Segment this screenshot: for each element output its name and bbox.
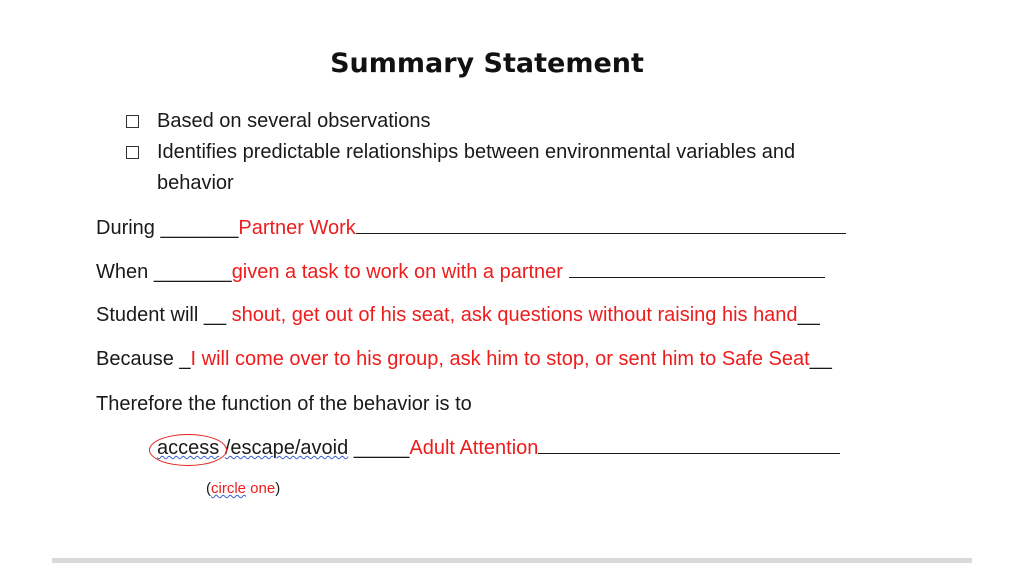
during-fill-line <box>356 213 846 234</box>
student-will-blank: __ <box>203 304 232 326</box>
option-access-text: access <box>157 437 220 459</box>
bullet-item <box>126 137 886 199</box>
student-will-line <box>96 301 820 329</box>
bullet-text-line1: Identifies predictable relationships between environmental variables and <box>157 141 796 163</box>
note-open-paren: ( <box>206 480 211 497</box>
when-answer: given a task to work on with a partner <box>231 261 563 283</box>
during-line <box>96 213 846 242</box>
option-escape-avoid: /escape/avoid <box>224 437 349 459</box>
page-title: Summary Statement <box>330 48 644 79</box>
when-line <box>96 257 825 286</box>
because-line <box>96 345 832 373</box>
option-access <box>157 437 225 459</box>
when-fill-line <box>569 257 825 278</box>
bullet-text-line2: behavior <box>157 172 234 194</box>
checkbox-icon <box>126 146 139 159</box>
function-answer: Adult Attention <box>409 437 539 459</box>
therefore-line: Therefore the function of the behavior is to <box>96 393 472 415</box>
note-one-word: one <box>246 480 276 497</box>
when-blank: _______ <box>153 261 232 283</box>
function-fill-line <box>538 433 840 454</box>
because-label: Because <box>96 348 180 370</box>
when-label: When <box>96 261 154 283</box>
during-label: During <box>96 217 161 239</box>
bullet-item <box>126 106 886 137</box>
during-blank: _______ <box>160 217 239 239</box>
because-blank-after: __ <box>809 348 832 370</box>
circle-mark <box>149 434 227 466</box>
student-will-label: Student will <box>96 304 204 326</box>
circle-one-note <box>206 480 280 497</box>
bullet-list <box>126 106 886 199</box>
function-options-line <box>157 433 840 462</box>
function-blank: _____ <box>348 437 410 459</box>
student-will-blank-after: __ <box>797 304 820 326</box>
because-answer: I will come over to his group, ask him to stop, or sent him to Safe Seat <box>190 348 810 370</box>
footer-divider <box>52 558 972 563</box>
student-will-answer: shout, get out of his seat, ask questions without raising his hand <box>231 304 798 326</box>
bullet-text <box>157 137 795 199</box>
note-circle-word: circle <box>211 480 247 497</box>
note-close-paren: ) <box>275 480 281 497</box>
bullet-text: Based on several observations <box>157 110 431 132</box>
because-blank: _ <box>179 348 191 370</box>
checkbox-icon <box>126 115 139 128</box>
during-answer: Partner Work <box>238 217 356 239</box>
